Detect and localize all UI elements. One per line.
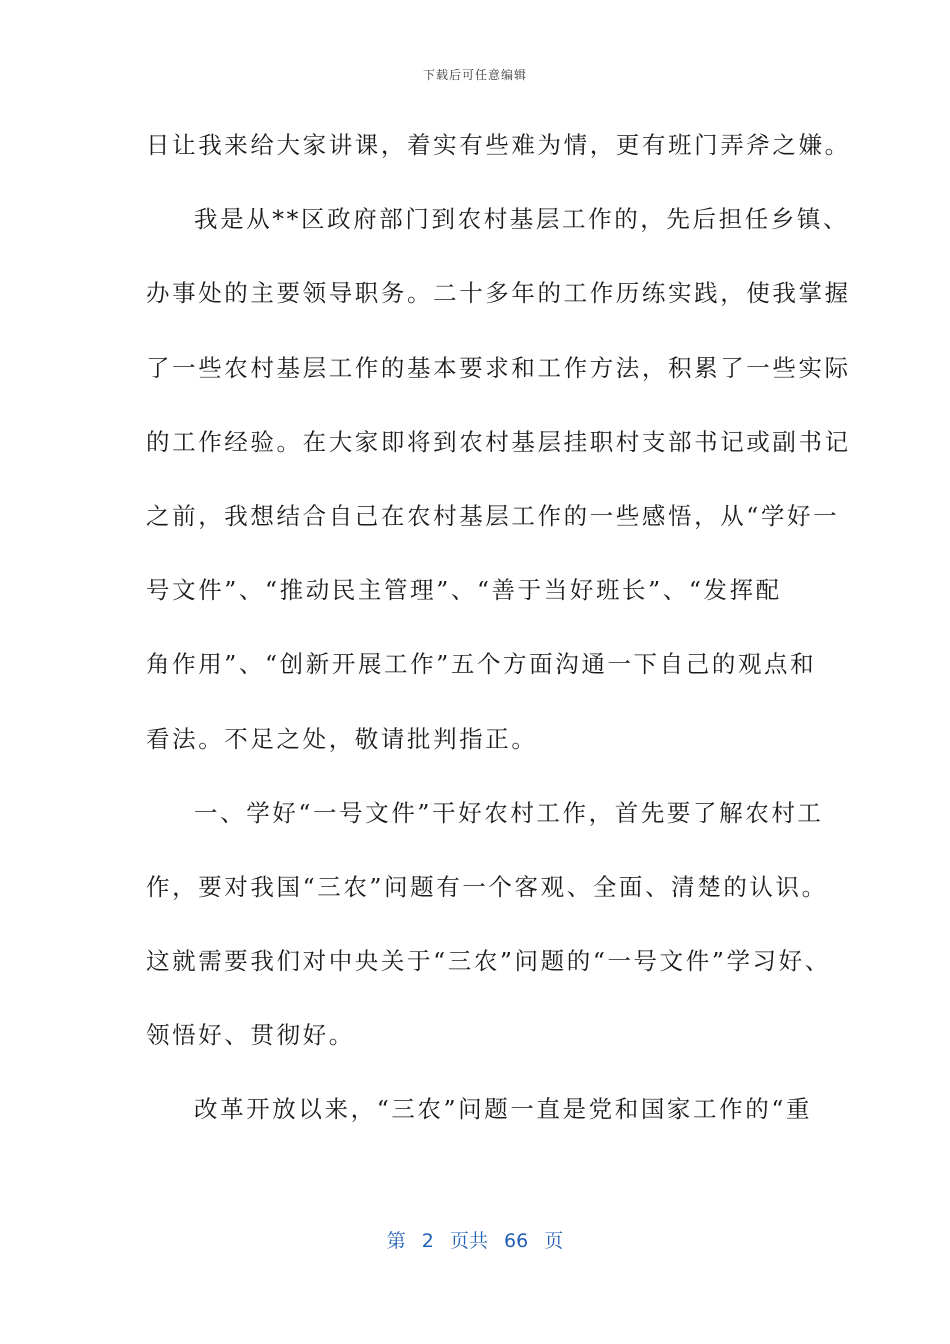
text-line: 看法。不足之处，敬请批判指正。 xyxy=(146,724,538,753)
header-note: 下载后可任意编辑 xyxy=(422,68,527,82)
page-footer xyxy=(0,1226,950,1253)
text-line: 一、学好“一号文件”干好农村工作，首先要了解农村工 xyxy=(194,798,824,827)
text-line: 改革开放以来，“三农”问题一直是党和国家工作的“重 xyxy=(194,1095,813,1124)
text-line: 了一些农村基层工作的基本要求和工作方法，积累了一些实际 xyxy=(146,353,851,382)
current-page-number: 2 xyxy=(421,1230,434,1252)
footer-prefix: 第 xyxy=(386,1230,406,1252)
text-line: 角作用”、“创新开展工作”五个方面沟通一下自己的观点和 xyxy=(146,650,817,679)
text-line: 这就需要我们对中央关于“三农”问题的“一号文件”学习好、 xyxy=(146,947,831,976)
text-line: 之前，我想结合自己在农村基层工作的一些感悟，从“学好一 xyxy=(146,501,840,530)
footer-middle: 页共 xyxy=(449,1230,488,1252)
text-line: 作，要对我国“三农”问题有一个客观、全面、清楚的认识。 xyxy=(146,872,828,901)
footer-suffix: 页 xyxy=(544,1230,564,1252)
text-line: 号文件”、“推动民主管理”、“善于当好班长”、“发挥配 xyxy=(146,576,782,605)
text-line: 我是从**区政府部门到农村基层工作的，先后担任乡镇、 xyxy=(194,205,850,234)
text-line: 日让我来给大家讲课，着实有些难为情，更有班门弄斧之嫌。 xyxy=(146,131,851,159)
document-body xyxy=(146,116,851,1155)
text-line: 办事处的主要领导职务。二十多年的工作历练实践，使我掌握 xyxy=(146,279,851,308)
text-line: 领悟好、贯彻好。 xyxy=(146,1021,355,1050)
text-line: 的工作经验。在大家即将到农村基层挂职村支部书记或副书记 xyxy=(146,427,851,456)
total-page-count: 66 xyxy=(504,1230,529,1252)
